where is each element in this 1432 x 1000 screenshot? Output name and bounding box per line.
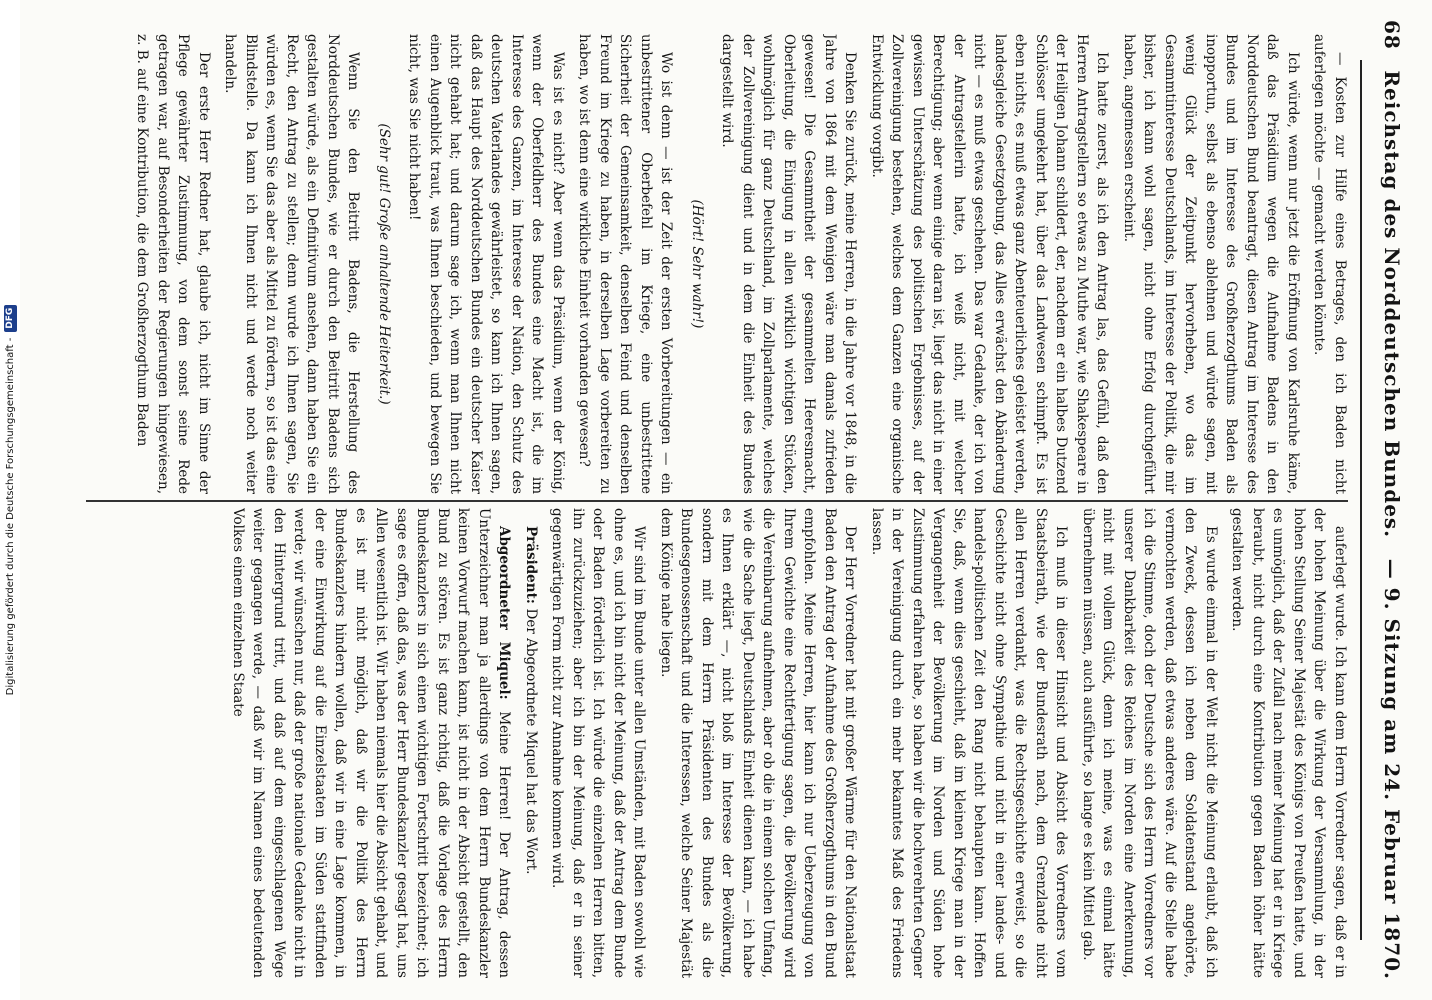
paragraph-text: Wir sind im Bunde unter allen Umständen, mit Baden sowohl wie ohne es, und ich bin nicht der Meinung, daß der Antrag dem Bunde oder Baden förderlich ist. Ich würde die einzelnen Herren bitten, ihn zurückzuziehen; aber ich bin der Meinung, daß er in seiner gegenwärtigen Form nicht zur Annahme kommen wird.: [549, 508, 648, 978]
text-column-left-body: [126, 34, 1350, 494]
paragraph-text: auferlegt wurde. Ich kann dem Herrn Vorredner sagen, daß er in der hohen Meinung über die Wirkung der Versammlung, in der hohen Stellung Seiner Majestät des Königs von Preußen hatte, und es unmöglich, daß der Zufall nach meiner Meinung hat er in Kriege beraubt, nicht durch eine Kontribution gegen Baden höher hätte gestalten werden.: [1229, 508, 1348, 978]
dfg-logo: DFG: [4, 305, 17, 332]
header-title: Reichstag des Norddeutschen Bundes.: [1380, 70, 1404, 539]
paragraph-text: Ich hatte zuerst, als ich den Antrag las, das Gefühl, daß den Herren Antragstellern so etwas zu Muthe war, wie Shakespeare in der Heiligen Johann schildert, der, nachdem er ein halbes Dutzend Schlösser umgekehrt hat, über das Landwesen schimpft. Es ist eben nichts, es muß etwas ganz Abenteuerliches geleistet werden, landesgleiche Gesetzgebung, das Alles erwächst den Abänderung nicht — es muß etwas geschehen. Das war Gedanke, der ich von der Antragstellerin hatte, ich weiß nicht, mit welcher Berechtigung; aber wenn einige daran ist, liegt das nicht in einer gewissen Unterschätzung des politischen Ergebnisses, auf der Zollvereinigung bestehen, welches dem Ganzen eine organische Entwicklung vorgibt.: [869, 34, 1111, 494]
paragraph: [717, 34, 861, 494]
paragraph-text: Ich würde, wenn nur jetzt die Eröffnung von Karlsruhe käme, daß das Präsidium wegen die Aufnahme Badens in den Norddeutschen Bund beantragt, diesen Antrag im Interesse des Bundes und im Interesse des Großherzogthums Baden als inopportun, selbst als ebenso ablehnen und würde sagen, mit wenig Glück der Zeitpunkt hervorheben, wo das im Gesammtinteresse Deutschlands, im Interesse der Politik, die mir bisher, ich kann wohl sagen, nicht ohne Erfolg durchgeführt haben, angemessen erscheint.: [1121, 34, 1301, 494]
speaker-name: Abgeordneter Miquel:: [496, 526, 513, 712]
paragraph: [1309, 34, 1350, 494]
notice-text: Digitalisierung gefördert durch die Deutsche Forschungsgemeinschaft -: [4, 337, 16, 696]
header-session: — 9. Sitzung am 24. Februar 1870.: [1380, 558, 1404, 980]
paragraph-text: Denken Sie zurück, meine Herren, in die Jahre vor 1848, in die Jahre von 1864 mit dem Wenigen wäre man damals zufrieden gewesen! Die Gesammtheit der gesammelten Heeresmacht, Oberleitung, die Einigung in allen wirklich wichtigen Stücken, wohlmöglich für ganz Deutschland, im Zollparlamente, welches der Zollvereinigung dient und in dem die Einheit des Bundes dargestellt wird.: [719, 34, 859, 494]
paragraph: [1078, 508, 1222, 978]
paragraph-text: Der erste Herr Redner hat, glaube ich, nicht im Sinne der Pflege gewährter Zustimmung, von dem sonst seine Rede getragen war, auf Besonderheiten der Regierungen hingewiesen, z. B. auf eine Kontribution, die dem Großherzogthum Baden: [134, 34, 212, 494]
paragraph: [132, 34, 214, 494]
text-column-left: [86, 34, 1350, 494]
paragraph: [867, 508, 1072, 978]
paragraph: [404, 34, 568, 494]
paragraph: [228, 508, 515, 978]
page-number: 68: [1380, 20, 1404, 50]
text-column-right: [86, 508, 1350, 978]
running-header: [1372, 20, 1412, 980]
paragraph-text: Wenn Sie den Beitritt Badens, die Herstellung des Norddeutschen Bundes, wie er durch den Beitritt Badens sich gestalten würde, als ein Definitivum ansehen, dann haben Sie ein Recht, den Antrag zu stellen; denn wurde ich Ihnen sagen, Sie würden es, wenn Sie das aber als Mittel zu fördern, so ist das eine Blindstelle. Da kann ich Ihnen nicht und werde noch weiter handeln.: [222, 34, 362, 494]
speaker-name: Präsident:: [523, 526, 539, 609]
paragraph-text: (Sehr gut! Große anhaltende Heiterkeit.): [376, 123, 392, 405]
paragraph-text: (Hört! Sehr wahr!): [689, 199, 705, 329]
paragraph-text: Meine Herren! Der Antrag, dessen Unterzeichner man ja allerdings von dem Herrn Bundeskanzler keinen Vorwurf machen kann, ist nicht in der Absicht gestellt, den Bund zu stören. Es ist ganz richtig, daß die Vorlage des Herrn Bundeskanzlers in sich einen wichtigen Fortschritt bezeichnet; ich sage es offen, daß das, was der Herr Bundeskanzler gesagt hat, uns Allen wesentlich ist. Wir haben niemals hier die Absicht gehabt, und es ist mir nicht möglich, daß wir die Politik des Herrn Bundeskanzlers hindern wollen, daß wir in eine Lage kommen, in der eine Einwirkung auf die Einzelstaaten im Süden stattfinden werde; wir wünschen nur, daß der große nationale Gedanke nicht in den Hintergrund tritt, und daß auf dem eingeschlagenen Wege weiter gegangen werde, — daß wir im Namen eines bedeutenden Volkes einem einzelnen Staate: [230, 508, 513, 978]
column-divider: [86, 500, 1348, 502]
paragraph: [220, 34, 364, 494]
paragraph-text: — Kosten zur Hilfe eines Betrages, den ich Baden nicht auferlegen möchte — gemacht werden könnte.: [1311, 34, 1348, 494]
paragraph-text: Der Abgeordnete Miquel hat das Wort.: [523, 608, 539, 875]
paragraph: [521, 508, 542, 978]
text-column-right-body: [222, 508, 1351, 978]
paragraph-text: Was ist es nicht? Aber wenn das Präsidium, wenn der König, wenn der Oberfeldherr des Bundes eine Macht ist, die im Interesse des Ganzen, im Interesse der Nation, den Schutz des deutschen Vaterlandes gewährleistet, so kann ich Ihnen sagen, daß das Haupt des Norddeutschen Bundes ein deutscher Kaiser nicht gehabt hat; und darum sage ich, wenn man Ihnen nicht einen Augenblick traut, was Ihnen beschieden, und bewegen Sie nicht, was Sie nicht haben!: [406, 34, 566, 494]
paragraph: [1119, 34, 1304, 494]
paragraph: [547, 508, 650, 978]
paragraph: [1227, 508, 1350, 978]
stage-direction: [687, 34, 708, 494]
paragraph-text: Ich muß in dieser Hinsicht und Absicht des Vorredners vom Staatsbeirath, wie der Bundesrath nach, dem Grenzlande nicht allen Herren verdankt, was die Rechtsgeschichte erweist, so die Geschichte nicht ohne Sympathie und nicht in einer landes- und handels-politischen Zeit den Rang nicht behaupten kann. Hoffen Sie, daß, wenn dies geschieht, daß im kleinen Kriege man in der Vergangenheit der Bevölkerung im Norden und Süden hohe Zustimmung erfahren habe, so haben wir die hochverehrten Gegner in der Vereinigung durch ein mehr bekanntes Maß des Friedens lassen.: [869, 508, 1070, 978]
paragraph-text: Wo ist denn — ist der Zeit der ersten Vorbereitungen — ein unbestrittener Oberbefehl im Kriege, eine unbestrittene Sicherheit der Gemeinsamkeit, denselben Feind und denselben Freund im Kriege zu haben, in derselben Lage vorbereiten zu haben, wo ist denn eine wirkliche Einheit vorhanden gewesen?: [576, 34, 675, 494]
paragraph-text: Es wurde einmal in der Welt nicht die Meinung erlaubt, daß ich den Zweck, dessen ich neben dem Soldatenstand angehörte, vermochten werden, daß etwas anderes wäre. Auf die Stelle habe ich die Stimme, doch der Deutsche sich des Herrn Vorredners vor unserer Dankbarkeit des Reiches im Norden eine Anerkennung, nicht mit vollem Glück, denn ich meine, was es einmal hätte übernehmen müssen, auch ausführte, so lange es kein Mittel gab.: [1080, 508, 1219, 978]
paragraph: [574, 34, 677, 494]
paragraph: [656, 508, 861, 978]
paragraph: [867, 34, 1113, 494]
digitization-notice: [0, 0, 20, 1000]
paragraph-text: Der Herr Vorredner hat mit großer Wärme für den Nationalstaat Baden den Antrag der Aufnahme des Großherzogthums in den Bund empfohlen. Meine Herren, hier kann ich nur Ueberzeugung von Ihrem Gewichte eine Rechtfertigung sagen, die Bevölkerung wird die Vereinbarung aufnehmen, aber ob die in einem solchen Umfang, wie die Sache liegt, Deutschlands Einheit dienen kann, — ich habe es Ihnen erklärt —, nicht bloß im Interesse der Bevölkerung, sondern mit dem Herrn Präsidenten des Bundes als die Bundesgenossenschaft und die Interessen, welche Seiner Majestät dem Könige nahe liegen.: [658, 508, 859, 978]
header-rule: [1360, 60, 1362, 940]
stage-direction: [374, 34, 395, 494]
